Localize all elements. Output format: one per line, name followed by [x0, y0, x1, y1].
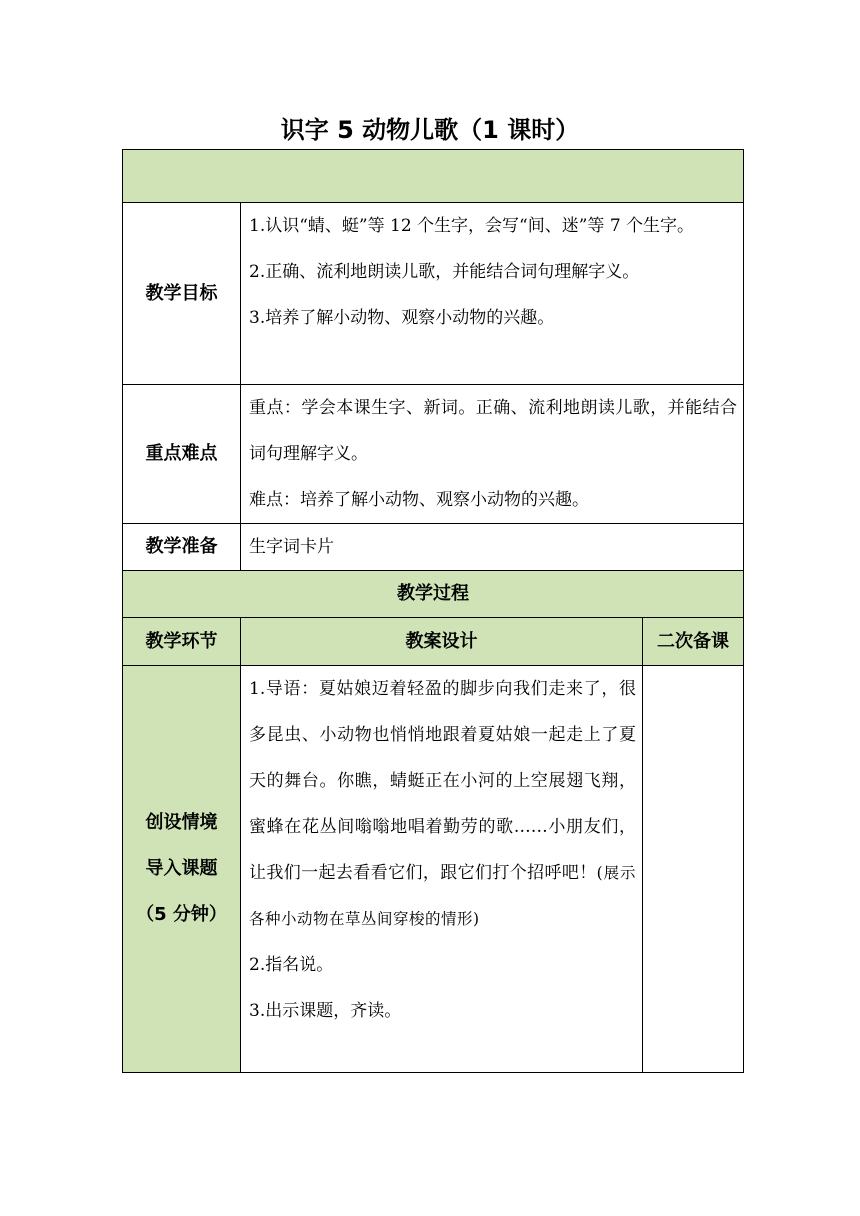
keypoints-content: [241, 385, 744, 524]
goal-line-2: 2.正确、流利地朗读儿歌，并能结合词句理解字义。: [249, 262, 640, 282]
goal-line-1: 1.认识“蜻、蜓”等 12 个生字，会写“间、迷”等 7 个生字。: [249, 216, 695, 236]
design-step-2: 2.指名说。: [249, 955, 334, 975]
goal-line-3: 3.培养了解小动物、观察小动物的兴趣。: [249, 308, 555, 328]
stage-line-3: （5 分钟）: [136, 904, 227, 925]
column-second-prep: 二次备课: [643, 618, 744, 666]
design-step-3: 3.出示课题，齐读。: [249, 1001, 402, 1021]
blank-header-cell: [123, 150, 744, 203]
keypoints-label: 重点难点: [123, 385, 241, 524]
process-header-row: [123, 571, 744, 618]
design-intro: [249, 666, 636, 942]
stage-label: [123, 666, 241, 1073]
design-intro-text: 1.导语：夏姑娘迈着轻盈的脚步向我们走来了，很多昆虫、小动物也悄悄地跟着夏姑娘一起走上了夏天的舞台。你瞧，蜻蜓正在小河的上空展翅飞翔，蜜蜂在花丛间嗡嗡地唱着勤劳的歌……小朋友们，让我们一起去看看它们，跟它们打个招呼吧！: [249, 679, 636, 883]
goals-label: 教学目标: [123, 203, 241, 385]
column-design: 教案设计: [241, 618, 643, 666]
goals-content: [241, 203, 744, 385]
keypoints-row: [123, 385, 744, 524]
preparation-value: 生字词卡片: [241, 524, 744, 571]
stage-row: [123, 666, 744, 1073]
preparation-row: [123, 524, 744, 571]
page-title: 识字 5 动物儿歌（1 课时）: [280, 116, 580, 144]
goals-row: [123, 203, 744, 385]
stage-design: [241, 666, 643, 1073]
blank-header-row: [123, 150, 744, 203]
keypoint-line-2: 难点：培养了解小动物、观察小动物的兴趣。: [249, 490, 589, 510]
design-note: (展示各种小动物在草丛间穿梭的情形): [249, 864, 636, 928]
keypoint-line-1: 重点：学会本课生字、新词。正确、流利地朗读儿歌，并能结合词句理解字义。: [249, 398, 738, 464]
process-columns-row: [123, 618, 744, 666]
process-header: 教学过程: [123, 571, 744, 618]
stage-line-1: 创设情境: [145, 812, 218, 833]
column-stage: 教学环节: [123, 618, 241, 666]
lesson-plan-table: [122, 149, 744, 1073]
stage-line-2: 导入课题: [145, 858, 218, 879]
second-prep-cell: [643, 666, 744, 1073]
preparation-label: 教学准备: [123, 524, 241, 571]
